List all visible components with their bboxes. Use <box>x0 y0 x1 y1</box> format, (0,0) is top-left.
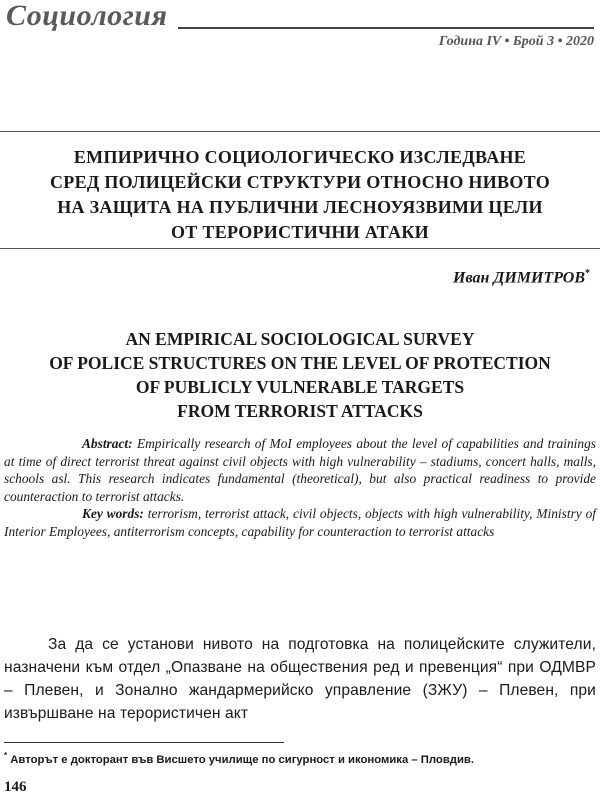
title-bg-line: НА ЗАЩИТА НА ПУБЛИЧНИ ЛЕСНОУЯЗВИМИ ЦЕЛИ <box>57 197 543 217</box>
journal-title: Социология <box>6 0 168 32</box>
title-en-line: OF PUBLICLY VULNERABLE TARGETS <box>135 377 465 397</box>
page-number: 146 <box>4 779 27 795</box>
abstract-label: Abstract: <box>82 436 133 451</box>
title-bottom-rule <box>0 248 600 249</box>
abstract-block <box>4 435 596 541</box>
article-title-en <box>0 327 600 423</box>
journal-title-rule <box>178 27 594 29</box>
title-bg-line: ОТ ТЕРОРИСТИЧНИ АТАКИ <box>170 222 429 242</box>
footnote-rule <box>4 742 284 743</box>
article-title-bg <box>0 145 600 245</box>
footnote <box>4 751 600 766</box>
issue-info: Година IV • Брой 3 • 2020 <box>438 34 594 49</box>
author-footnote-mark: * <box>585 268 590 279</box>
keywords-paragraph <box>4 505 596 540</box>
title-en-line: OF POLICE STRUCTURES ON THE LEVEL OF PROTECTION <box>49 353 551 373</box>
title-bg-line: СРЕД ПОЛИЦЕЙСКИ СТРУКТУРИ ОТНОСНО НИВОТО <box>50 172 550 192</box>
body-text <box>4 633 596 725</box>
abstract-paragraph <box>4 435 596 505</box>
body-paragraph: За да се установи нивото на подготовка на полицейските служители, назначени към отдел „Опазване на обществения ред и превенция“ при ОДМВР – Плевен, и Зонално жандармерийско управление (ЗЖУ) – Плевен, при извършване на терористичен акт <box>4 636 596 722</box>
title-bg-line: ЕМПИРИЧНО СОЦИОЛОГИЧЕСКО ИЗСЛЕДВАНЕ <box>73 147 527 167</box>
footnote-mark: * <box>4 751 8 760</box>
author-name <box>453 268 590 287</box>
abstract-text: Empirically research of MoI employees about the level of capabilities and trainings at time of direct terrorist threat against civil objects with high vulnerability – stadiums, concert halls, malls, schools asl. This research indicates fundamental (theoretical), but also practical readiness to provide counteraction to terrorist attacks. <box>4 436 596 504</box>
keywords-text: terrorism, terrorist attack, civil objects, objects with high vulnerability, Ministry of Interior Employees, antiterrorism concepts, capability for counteraction to terrorist attacks <box>4 506 596 539</box>
author-name-text: Иван ДИМИТРОВ <box>453 269 585 287</box>
title-en-line: AN EMPIRICAL SOCIOLOGICAL SURVEY <box>125 329 475 349</box>
keywords-label: Key words: <box>82 506 144 522</box>
title-en-line: FROM TERRORIST ATTACKS <box>177 401 423 421</box>
footnote-text: Авторът е докторант във Висшето училище по сигурност и икономика – Пловдив. <box>7 753 474 766</box>
title-top-rule <box>0 131 600 132</box>
